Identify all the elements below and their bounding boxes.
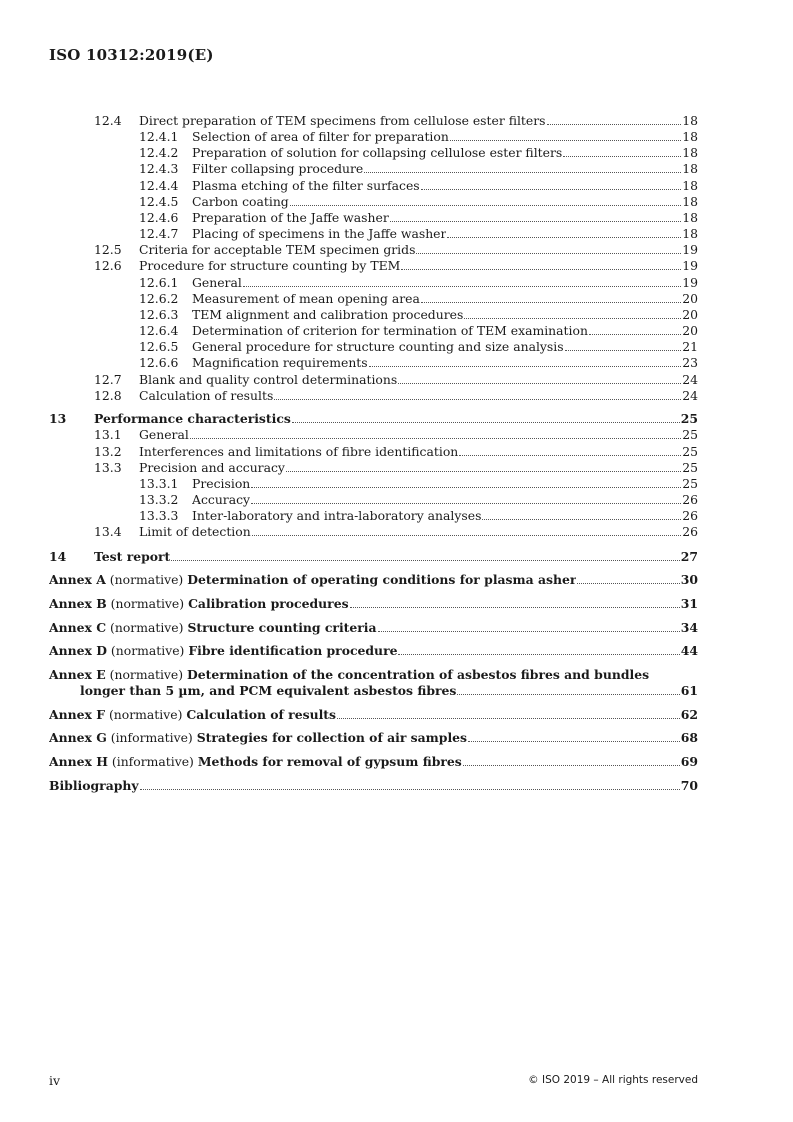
toc-entry-page: 62 [680,706,698,722]
toc-entry-page: 20 [682,290,698,306]
annex-label: Annex B [49,595,107,611]
footer-copyright: © ISO 2019 – All rights reserved [528,1074,698,1086]
toc-entry-title: Accuracy [192,492,251,508]
toc-entry-number: 13.3.3 [139,508,179,524]
annex-heading [49,620,377,636]
dot-leader [378,631,680,632]
toc-entry-page: 21 [682,339,698,355]
toc-annex-entry[interactable] [49,572,698,588]
toc-entry-number: 12.4.6 [139,209,179,225]
toc-entry-number: 12.8 [94,387,122,403]
toc-entry[interactable] [49,275,698,291]
toc-entry-number: 12.6.4 [139,323,179,339]
footer-page-number: iv [49,1073,61,1088]
toc-entry-title: Calculation of results [139,387,274,403]
toc-entry-number: 13.4 [94,524,122,540]
toc-entry-page: 18 [682,129,698,145]
dot-leader [292,422,680,423]
bibliography-title: Bibliography [49,777,139,793]
annex-heading [49,754,462,770]
toc-entry[interactable] [49,307,698,323]
toc-entry[interactable] [49,355,698,371]
toc-entry-number: 13.2 [94,443,122,459]
toc-entry-title: Selection of area of filter for preparation [192,129,449,145]
toc-annex-entry[interactable] [49,667,698,699]
toc-entry-title: Placing of specimens in the Jaffe washer [192,226,447,242]
toc-entry-title: Preparation of solution for collapsing cellulose ester filters [192,145,563,161]
annex-label: Annex G [49,730,107,746]
dot-leader [463,765,680,766]
toc-entry[interactable] [49,291,698,307]
dot-leader [457,694,679,695]
toc-entry-page: 20 [682,323,698,339]
toc-entry-page: 20 [682,306,698,322]
dot-leader [350,607,680,608]
toc-entry-page: 18 [682,209,698,225]
toc-entry-number: 12.5 [94,242,122,258]
toc-entry-number: 12.7 [94,371,122,387]
toc-entry[interactable] [49,444,698,460]
annex-type: (normative) [109,666,184,682]
toc-annex-entry[interactable] [49,620,698,636]
dot-leader [464,318,681,319]
toc-entry-page: 18 [682,193,698,209]
toc-entry-page: 70 [680,777,698,793]
toc-entry-page: 18 [682,113,698,128]
annex-label: Annex D [49,643,107,659]
dot-leader [140,789,680,790]
toc-entry-title: Limit of detection [139,524,251,540]
annex-heading [49,707,336,723]
toc-entry[interactable] [49,145,698,161]
toc-entry-title: General procedure for structure counting and size analysis [192,339,564,355]
toc-entry[interactable] [49,194,698,210]
toc-entry-page: 26 [682,524,698,540]
toc-entry-page: 18 [682,226,698,242]
toc-annex-entry[interactable] [49,596,698,612]
toc-entry[interactable] [49,524,698,540]
toc-entry-number: 13.1 [94,427,122,443]
dot-leader [171,560,679,561]
toc-entry-page: 44 [680,643,698,659]
toc-annex-entry[interactable] [49,730,698,746]
toc-entry-page: 26 [682,492,698,508]
toc-entry[interactable] [49,242,698,258]
toc-entry-number: 13 [49,411,67,427]
annex-heading [49,643,397,659]
dot-leader [482,519,681,520]
toc-entry[interactable] [49,411,698,427]
toc-entry-title: Criteria for acceptable TEM specimen grids [139,242,416,258]
annex-title: Determination of operating conditions for plasma asher [187,572,577,588]
toc-annex-entry[interactable] [49,643,698,659]
toc-entry-title: Preparation of the Jaffe washer [192,209,389,225]
toc-entry-number: 14 [49,548,67,564]
dot-leader [459,455,681,456]
toc-entry-title: Filter collapsing procedure [192,161,364,177]
annex-title-line [49,667,698,683]
dot-leader [251,503,681,504]
toc-entry[interactable] [49,460,698,476]
annex-label: Annex E [49,666,106,682]
toc-entry-title: Determination of criterion for termination of TEM examination [192,323,588,339]
toc-entry[interactable] [49,323,698,339]
toc-entry[interactable] [49,178,698,194]
toc-entry-number: 13.3.2 [139,492,179,508]
toc-entry-number: 12.6.5 [139,339,179,355]
annex-type: (normative) [110,595,185,611]
annex-title: Strategies for collection of air samples [196,730,468,746]
toc-entry-title: General [192,274,242,290]
dot-leader [468,741,680,742]
toc-entry-page: 26 [682,508,698,524]
toc-entry-title: TEM alignment and calibration procedures [192,306,464,322]
toc-entry[interactable] [49,508,698,524]
toc-entry-number: 12.4.2 [139,145,179,161]
toc-entry-title: Interferences and limitations of fibre identification [139,443,459,459]
toc-entry-page: 19 [682,274,698,290]
dot-leader [450,140,681,141]
toc-entry-title: Measurement of mean opening area [192,290,420,306]
dot-leader [563,156,681,157]
toc-entry-page: 25 [682,443,698,459]
toc-entry[interactable] [49,161,698,177]
toc-entry[interactable] [49,427,698,443]
dot-leader [398,654,679,655]
annex-heading [49,730,467,746]
toc-entry-title: Procedure for structure counting by TEM [139,258,401,274]
dot-leader [447,237,681,238]
annex-title-continuation-line [49,683,698,699]
toc-entry[interactable] [49,226,698,242]
toc-entry-page: 19 [682,242,698,258]
toc-entry-page: 19 [682,258,698,274]
toc-entry[interactable] [49,210,698,226]
dot-leader [337,718,680,719]
toc-entry-page: 24 [682,387,698,403]
annex-title: Structure counting criteria [187,619,377,635]
toc-entry-title: Magnification requirements [192,355,368,371]
annex-label: Annex A [49,572,106,588]
annex-title: Methods for removal of gypsum fibres [197,753,462,769]
toc-entry-title: Precision [192,475,251,491]
toc-entry[interactable] [49,258,698,274]
dot-leader [190,438,681,439]
toc-entry-title: Carbon coating [192,193,289,209]
dot-leader [290,205,681,206]
annex-type: (normative) [110,619,184,635]
dot-leader [416,253,681,254]
dot-leader [364,172,681,173]
toc-entry-page: 24 [682,371,698,387]
annex-label: Annex H [49,753,108,769]
toc-entry[interactable] [49,492,698,508]
table-of-contents [49,113,698,794]
toc-entry[interactable] [49,339,698,355]
annex-title-continuation: longer than 5 µm, and PCM equivalent asbestos fibres [80,683,457,698]
toc-entry-page: 34 [680,619,698,635]
toc-bibliography-entry[interactable] [49,778,698,794]
toc-entry[interactable] [49,549,698,565]
toc-annex-entry[interactable] [49,707,698,723]
dot-leader [286,471,681,472]
toc-entry-number: 12.4 [94,113,122,128]
toc-entry-page: 30 [680,572,698,588]
annex-type: (normative) [109,572,184,588]
dot-leader [251,487,681,488]
toc-entry-title: Inter-laboratory and intra-laboratory analyses [192,508,482,524]
dot-leader [577,583,679,584]
toc-entry-page: 68 [680,730,698,746]
toc-entry-number: 12.4.3 [139,161,179,177]
annex-heading [49,572,576,588]
toc-entry-title: Performance characteristics [94,411,291,427]
toc-entry-title: Blank and quality control determinations [139,371,398,387]
dot-leader [565,350,682,351]
toc-entry-page: 69 [680,753,698,769]
toc-entry-page: 25 [682,459,698,475]
toc-entry-page: 25 [680,411,698,427]
dot-leader [252,535,682,536]
annex-title: Calculation of results [186,706,336,722]
toc-entry-number: 12.4.4 [139,177,179,193]
toc-entry-number: 13.3 [94,459,122,475]
dot-leader [274,399,681,400]
toc-entry-page: 61 [680,683,698,698]
dot-leader [547,124,682,125]
annex-label: Annex F [49,706,106,722]
toc-entry-number: 12.6.3 [139,306,179,322]
toc-entry-page: 18 [682,145,698,161]
toc-entry-number: 12.6 [94,258,122,274]
toc-entry-title: Plasma etching of the filter surfaces [192,177,420,193]
toc-entry[interactable] [49,476,698,492]
toc-entry-page: 18 [682,177,698,193]
toc-annex-entry[interactable] [49,754,698,770]
annex-title: Fibre identification procedure [188,643,398,659]
annex-type: (normative) [110,643,185,659]
toc-entry-page: 27 [680,548,698,564]
annex-title: Calibration procedures [188,595,349,611]
annex-heading [49,596,349,612]
toc-entry-page: 31 [680,595,698,611]
toc-entry[interactable] [49,129,698,145]
toc-entry-title: Test report [94,548,171,564]
toc-entry-title: General [139,427,189,443]
annex-type: (informative) [111,753,194,769]
dot-leader [398,383,681,384]
annex-title: Determination of the concentration of asbestos fibres and bundles [187,666,650,682]
toc-entry-page: 23 [682,355,698,371]
dot-leader [390,221,681,222]
toc-entry-number: 12.4.1 [139,129,179,145]
toc-entry-number: 12.6.1 [139,274,179,290]
toc-entry-number: 13.3.1 [139,475,179,491]
dot-leader [401,269,681,270]
document-id-header: ISO 10312:2019(E) [49,46,214,64]
dot-leader [243,286,681,287]
toc-entry-number: 12.4.5 [139,193,179,209]
annex-label: Annex C [49,619,107,635]
toc-entry-title: Precision and accuracy [139,459,285,475]
dot-leader [421,189,682,190]
dot-leader [589,334,681,335]
annex-type: (normative) [108,706,183,722]
toc-entry-number: 12.4.7 [139,226,179,242]
toc-entry-number: 12.6.2 [139,290,179,306]
toc-entry-page: 18 [682,161,698,177]
toc-entry-title: Direct preparation of TEM specimens from cellulose ester filters [139,113,546,128]
dot-leader [421,302,681,303]
toc-entry[interactable] [49,388,698,404]
toc-entry[interactable] [49,113,698,129]
toc-entry-page: 25 [682,475,698,491]
dot-leader [369,366,682,367]
toc-entry-number: 12.6.6 [139,355,179,371]
annex-type: (informative) [110,730,193,746]
toc-entry-page: 25 [682,427,698,443]
toc-entry[interactable] [49,372,698,388]
